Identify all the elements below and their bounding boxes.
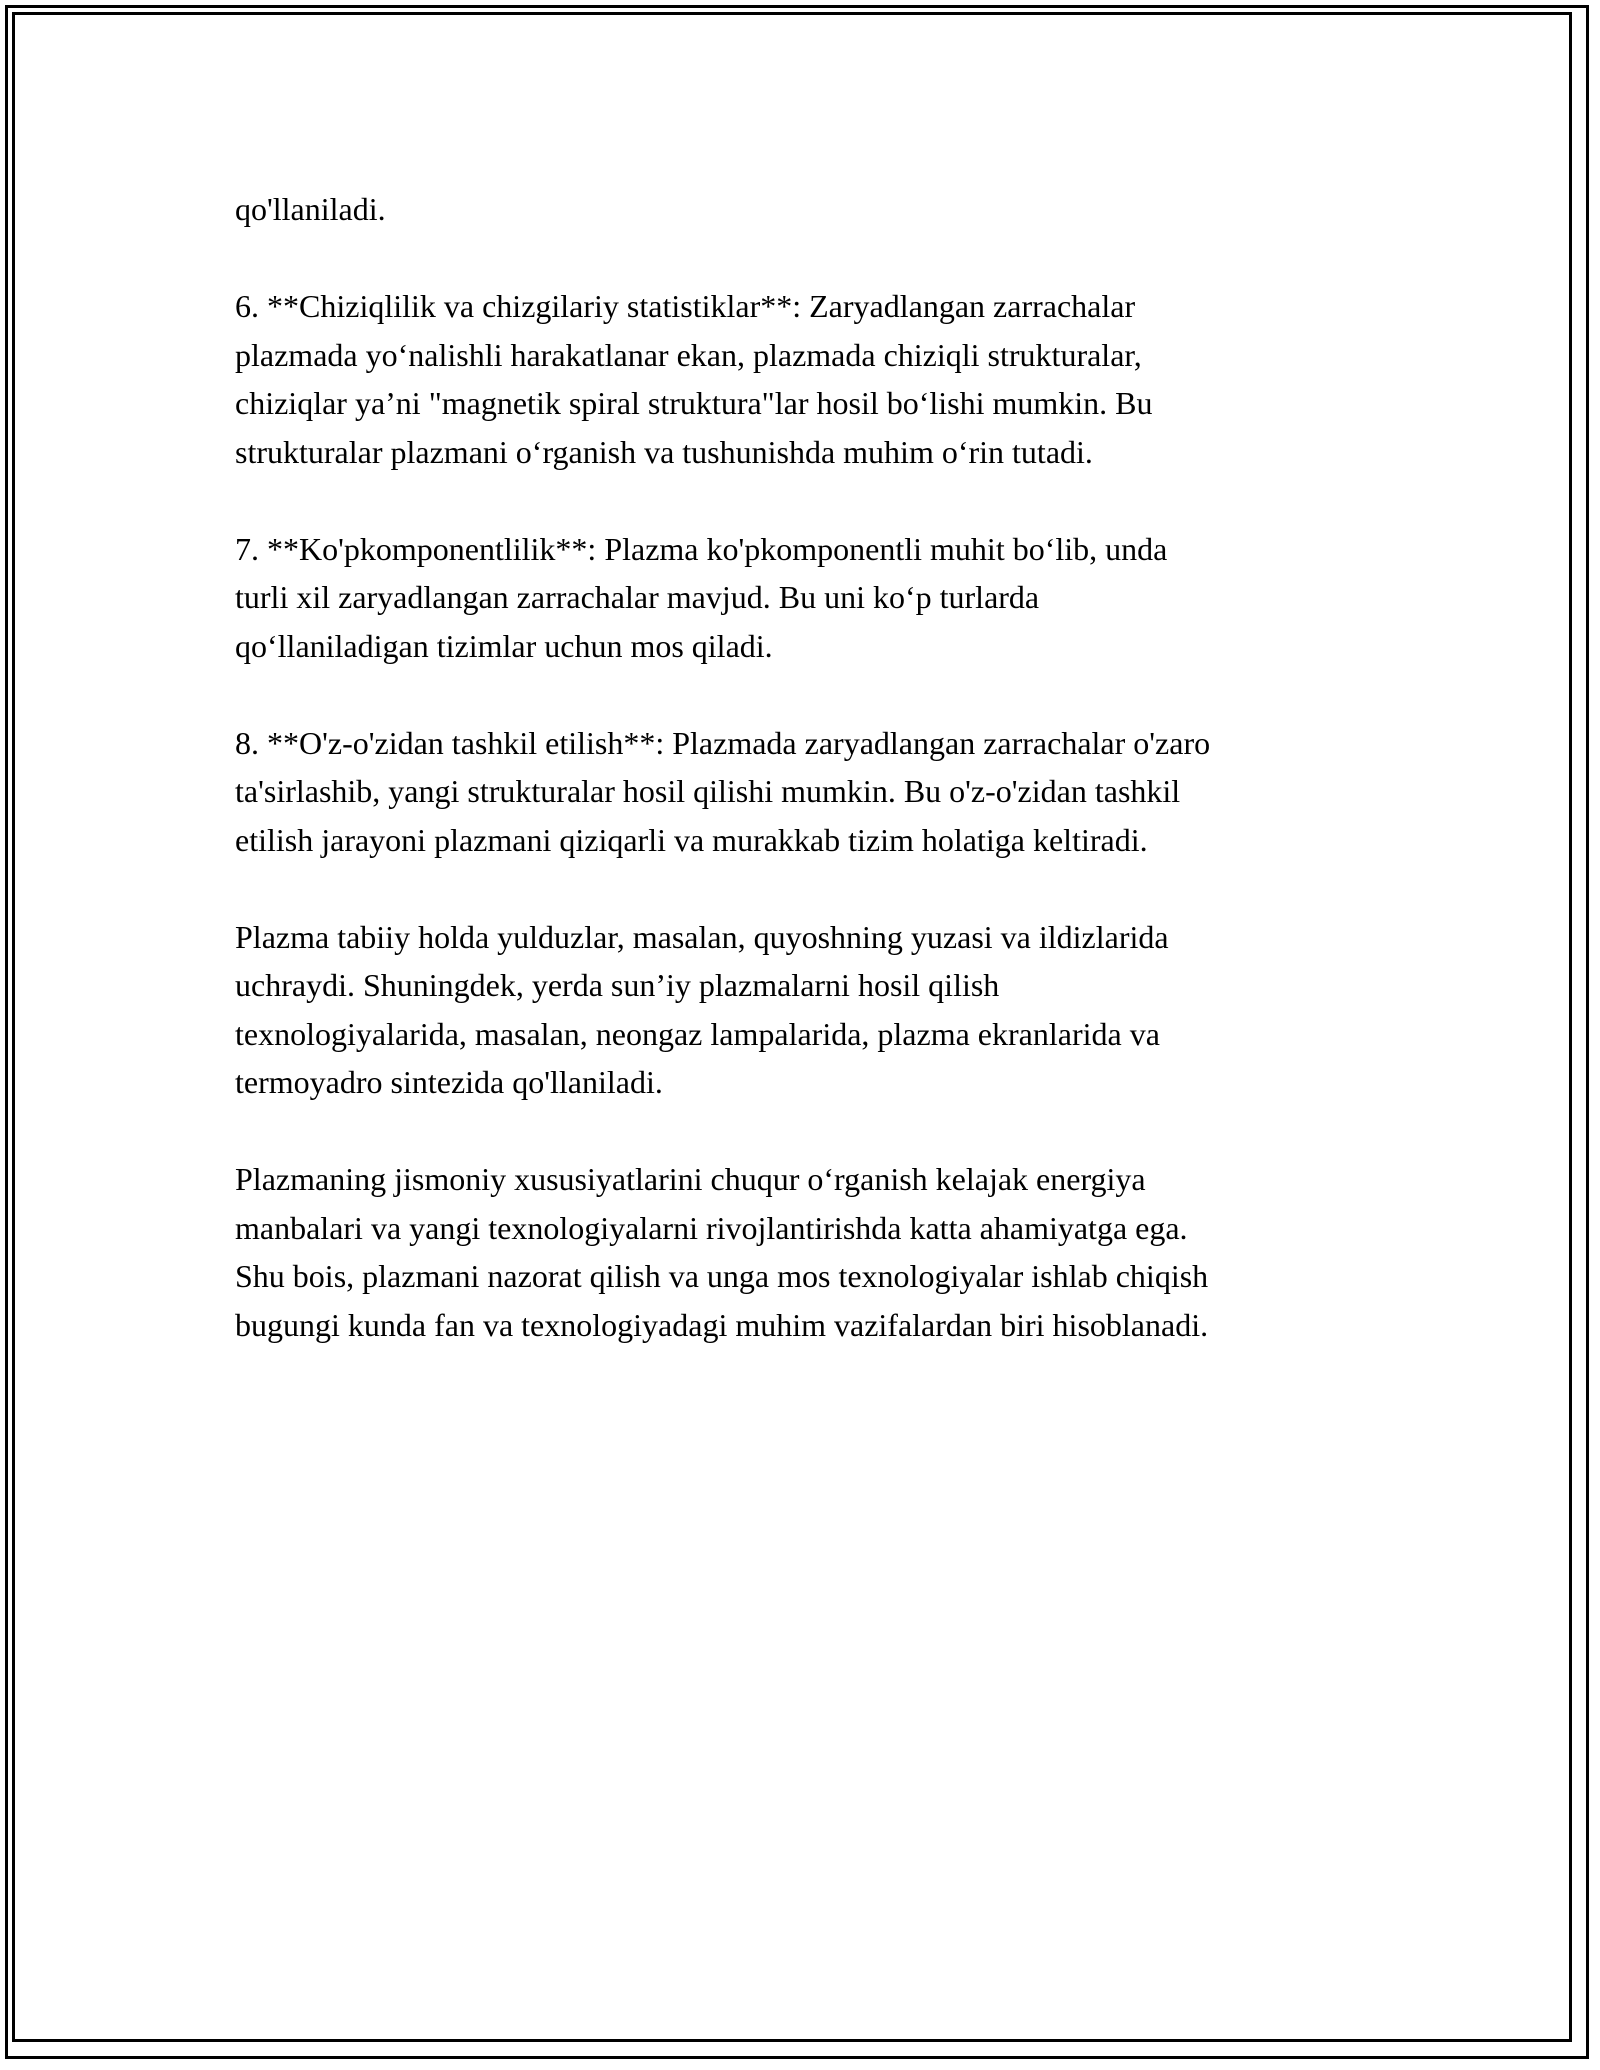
paragraph-conclusion: Plazmaning jismoniy xususiyatlarini chuqur o‘rganish kelajak energiya manbalari va yangi texnologiyalarni rivojlantirishda katta ahamiyatga ega. Shu bois, plazmani nazorat qilish va unga mos texnologiyalar ishlab chiqish bugungi kunda fan va texnologiyadagi muhim vazifalardan biri hisoblanadi.: [235, 1161, 1209, 1343]
document-body: [235, 185, 1365, 1398]
paragraph-item-8: 8. **O'z-o'zidan tashkil etilish**: Plazmada zaryadlangan zarrachalar o'zaro ta'sirlashib, yangi strukturalar hosil qilishi mumkin. Bu o'z-o'zidan tashkil etilish jarayoni plazmani qiziqarli va murakkab tizim holatiga keltiradi.: [235, 724, 1211, 858]
paragraph-item-7: 7. **Ko'pkomponentlilik**: Plazma ko'pkomponentli muhit bo‘lib, unda turli xil zaryadlangan zarrachalar mavjud. Bu uni ko‘p turlarda qo‘llaniladigan tizimlar uchun mos qiladi.: [235, 530, 1168, 664]
paragraph-continuation: qo'llaniladi.: [235, 191, 386, 227]
paragraph-natural-plasma: Plazma tabiiy holda yulduzlar, masalan, quyoshning yuzasi va ildizlarida uchraydi. Shuningdek, yerda sun’iy plazmalarni hosil qilish texnologiyalarida, masalan, neongaz lampalarida, plazma ekranlarida va termoyadro sintezida qo'llaniladi.: [235, 918, 1169, 1100]
paragraph-item-6: 6. **Chiziqlilik va chizgilariy statistiklar**: Zaryadlangan zarrachalar plazmada yo‘nalishli harakatlanar ekan, plazmada chiziqli strukturalar, chiziqlar ya’ni "magnetik spiral struktura"lar hosil bo‘lishi mumkin. Bu strukturalar plazmani o‘rganish va tushunishda muhim o‘rin tutadi.: [235, 288, 1153, 470]
